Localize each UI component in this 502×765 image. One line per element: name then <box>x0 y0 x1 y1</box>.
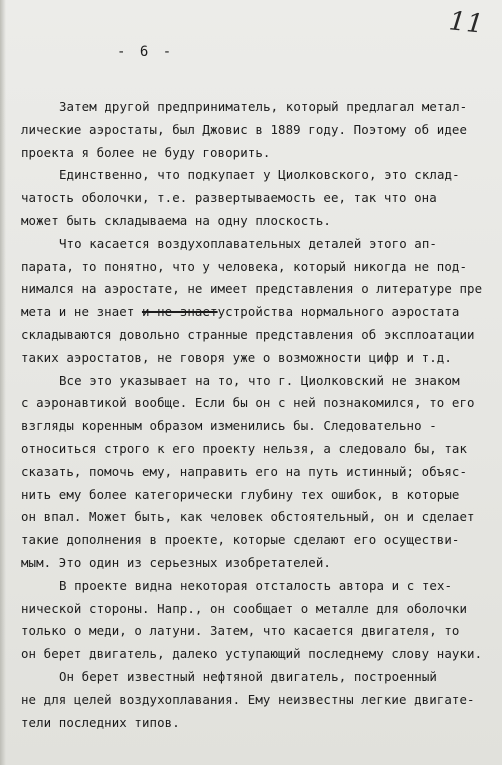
text-line: мым. Это один из серьезных изобретателей. <box>21 554 331 570</box>
text-segment: мета и не знает <box>21 304 142 320</box>
text-line: может быть складываема на одну плоскость. <box>21 212 331 228</box>
text-line: чатость оболочки, т.е. развертываемость ее, так что она <box>21 190 437 206</box>
text-line: проекта я более не буду говорить. <box>21 144 271 160</box>
text-line: не для целей воздухоплавания. Ему неизвестны легкие двигате- <box>21 691 475 707</box>
page-number: - 6 - <box>117 44 175 60</box>
text-line: нимался на аэростате, не имеет представления о литературе пре <box>21 281 483 297</box>
text-line: такие дополнения в проекте, которые сделают его осуществи- <box>21 532 460 548</box>
text-line: относиться строго к его проекту нельзя, а следовало бы, так <box>21 440 468 456</box>
document-body <box>21 96 493 734</box>
text-line: с аэронавтикой вообще. Если бы он с ней познакомился, то его <box>21 395 475 411</box>
archive-page-number: 11 <box>447 6 486 40</box>
struck-through-text: и не знает <box>141 304 218 320</box>
scan-edge-shadow <box>0 0 6 765</box>
text-line: Единственно, что подкупает у Циолковского, это склад- <box>59 167 460 183</box>
text-line: В проекте видна некоторая отсталость автора и с тех- <box>59 577 453 593</box>
paragraph-2 <box>21 164 493 232</box>
text-line: сказать, помочь ему, направить его на путь истинный; объяс- <box>21 463 468 479</box>
text-segment: устройства нормального аэростата <box>217 304 460 320</box>
text-line: Затем другой предприниматель, который предлагал метал- <box>59 99 468 114</box>
paragraph-6 <box>21 666 493 734</box>
text-line: парата, то понятно, что у человека, который никогда не под- <box>21 258 468 274</box>
paragraph-3 <box>21 233 493 370</box>
text-line-with-strikethrough <box>21 301 493 324</box>
paragraph-4 <box>21 370 493 575</box>
text-line: Он берет известный нефтяной двигатель, построенный <box>59 668 437 684</box>
text-line: он берет двигатель, далеко уступающий последнему слову науки. <box>21 646 483 662</box>
paragraph-1 <box>21 96 493 164</box>
text-line: только о меди, о латуни. Затем, что касается двигателя, то <box>21 623 460 639</box>
text-line: нической стороны. Напр., он сообщает о металле для оболочки <box>21 600 468 616</box>
text-line: лические аэростаты, был Джовис в 1889 году. Поэтому об идее <box>21 121 468 137</box>
text-line: он впал. Может быть, как человек обстоятельный, он и сделает <box>21 509 475 525</box>
paragraph-5 <box>21 575 493 666</box>
text-line: взгляды коренным образом изменились бы. Следовательно - <box>21 418 437 434</box>
text-line: складываются довольно странные представления об эксплоатации <box>21 326 475 342</box>
text-line: Что касается воздухоплавательных деталей этого ап- <box>59 235 437 251</box>
text-line: тели последних типов. <box>21 714 180 730</box>
text-line: Все это указывает на то, что г. Циолковский не знаком <box>59 372 460 388</box>
text-line: таких аэростатов, не говоря уже о возможности цифр и т.д. <box>21 349 452 365</box>
text-line: нить ему более категорически глубину тех ошибок, в которые <box>21 486 460 502</box>
